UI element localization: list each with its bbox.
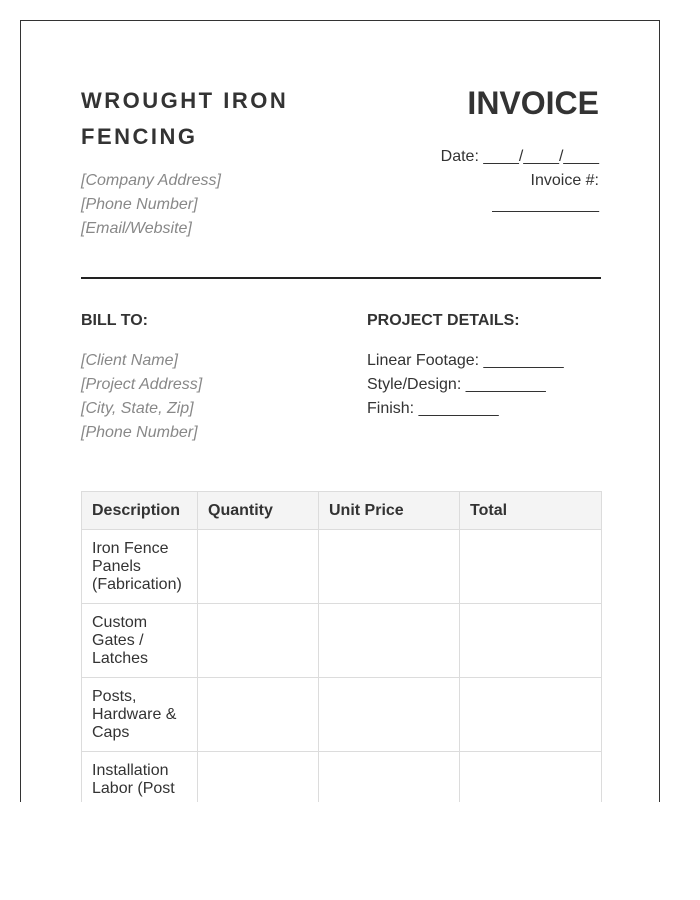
city-state-zip: [City, State, Zip] — [81, 400, 194, 417]
bill-to-info — [81, 349, 202, 445]
client-phone: [Phone Number] — [81, 424, 198, 441]
cell-quantity — [198, 678, 319, 752]
table-row — [82, 604, 602, 678]
table-row — [82, 752, 602, 803]
header-divider — [81, 277, 601, 279]
project-details-title: PROJECT DETAILS: — [367, 312, 520, 329]
cell-total — [460, 530, 602, 604]
invoice-meta — [441, 145, 599, 217]
project-details-info — [367, 349, 564, 421]
header-total: Total — [460, 492, 602, 530]
cell-unit-price — [319, 752, 460, 803]
invoice-page — [20, 20, 660, 802]
invoice-number-label: Invoice #: — [530, 172, 599, 189]
invoice-date: Date: ____/____/____ — [440, 148, 599, 165]
table-row — [82, 530, 602, 604]
cell-unit-price — [319, 604, 460, 678]
cell-description: Installation Labor (Post — [82, 752, 198, 803]
cell-unit-price — [319, 530, 460, 604]
cell-total — [460, 604, 602, 678]
client-name: [Client Name] — [81, 352, 178, 369]
style-design: Style/Design: _________ — [367, 376, 546, 393]
cell-quantity — [198, 530, 319, 604]
cell-total — [460, 678, 602, 752]
company-phone: [Phone Number] — [81, 196, 198, 213]
invoice-number-blank: ____________ — [492, 196, 599, 213]
finish: Finish: _________ — [367, 400, 499, 417]
invoice-title: INVOICE — [467, 85, 599, 121]
line-items-table — [81, 491, 602, 802]
table-row — [82, 678, 602, 752]
company-email: [Email/Website] — [81, 220, 192, 237]
company-address: [Company Address] — [81, 172, 221, 189]
cell-quantity — [198, 752, 319, 803]
company-name: WROUGHT IRON FENCING — [81, 88, 289, 149]
cell-description: Iron Fence Panels (Fabrication) — [82, 530, 198, 604]
table-header-row — [82, 492, 602, 530]
cell-description: Posts, Hardware & Caps — [82, 678, 198, 752]
cell-unit-price — [319, 678, 460, 752]
linear-footage: Linear Footage: _________ — [367, 352, 564, 369]
project-address: [Project Address] — [81, 376, 203, 393]
header-unit-price: Unit Price — [319, 492, 460, 530]
cell-total — [460, 752, 602, 803]
company-info — [81, 169, 221, 241]
bill-to-title: BILL TO: — [81, 312, 148, 329]
header-quantity: Quantity — [198, 492, 319, 530]
cell-description: Custom Gates / Latches — [82, 604, 198, 678]
cell-quantity — [198, 604, 319, 678]
header-description: Description — [82, 492, 198, 530]
